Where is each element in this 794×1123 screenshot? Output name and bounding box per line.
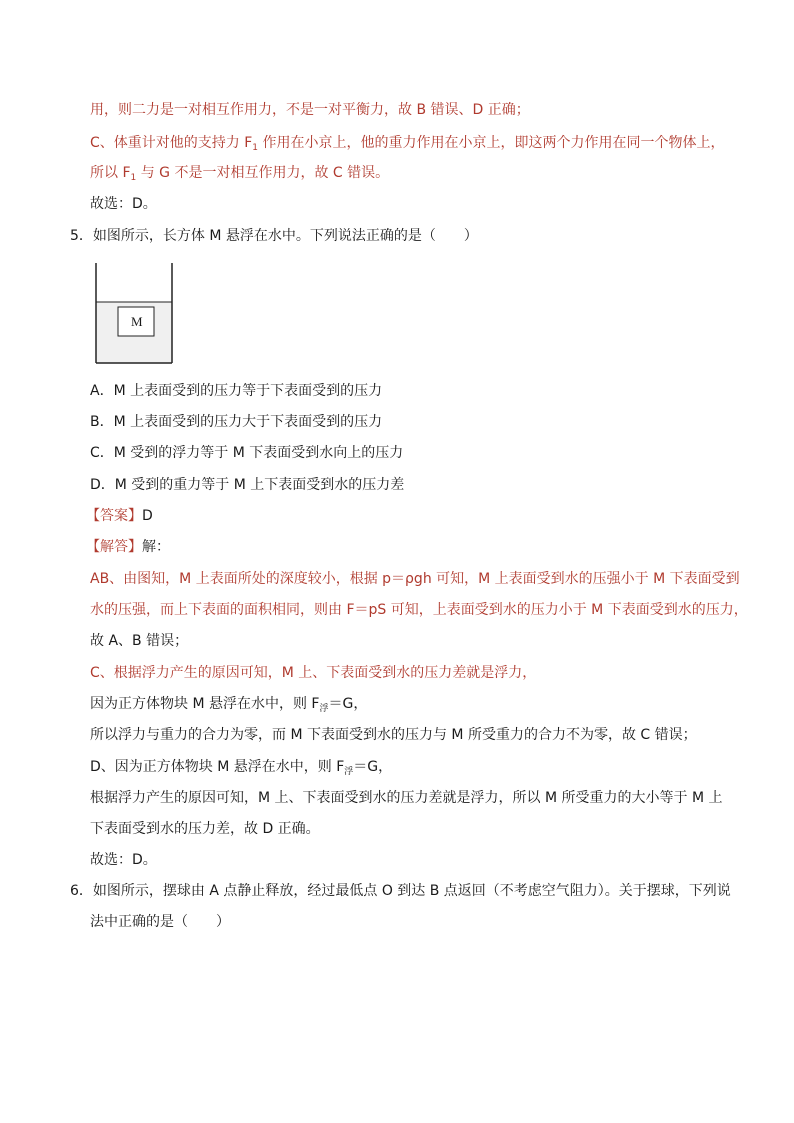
prev-solution-line-3 — [90, 163, 389, 188]
analysis-line-3: 故 A、B 错误； — [90, 633, 189, 649]
subscript: 浮 — [344, 767, 354, 777]
prev-solution-line-2-post: 作用在小京上，他的重力作用在小京上，即这两个力作用在同一个物体上， — [258, 135, 725, 151]
analysis-line-7 — [90, 757, 392, 782]
analysis-tag: 【解答】 — [86, 539, 142, 555]
analysis-line-7-post: ＝G， — [353, 759, 393, 775]
analysis-line-2: 水的压强，而上下表面的面积相同，则由 F＝pS 可知，上表面受到水的压力小于 M 下表面受到水的压力， — [90, 602, 748, 618]
analysis-header — [86, 537, 170, 557]
analysis-line-6: 所以浮力与重力的合力为零，而 M 下表面受到水的压力与 M 所受重力的合力不为零，故 C 错误； — [90, 727, 697, 743]
question-6-stem-line-1: 6．如图所示，摆球由 A 点静止释放，经过最低点 O 到达 B 点返回（不考虑空气阻力）。关于摆球，下列说 — [70, 883, 731, 899]
block-m-label: M — [131, 314, 143, 329]
question-5-stem: 5．如图所示，长方体 M 悬浮在水中。下列说法正确的是（ ） — [70, 228, 478, 244]
option-a: A．M 上表面受到的压力等于下表面受到的压力 — [90, 383, 383, 399]
option-d: D．M 受到的重力等于 M 上下表面受到水的压力差 — [90, 477, 405, 493]
prev-solution-line-2-pre: C、体重计对他的支持力 F — [90, 135, 253, 151]
answer-tag: 【答案】 — [86, 508, 142, 524]
answer-value: D — [142, 508, 153, 524]
subscript: 1 — [130, 173, 137, 183]
analysis-line-5 — [90, 694, 367, 719]
analysis-line-5-pre: 因为正方体物块 M 悬浮在水中，则 F — [90, 696, 320, 712]
option-c: C．M 受到的浮力等于 M 下表面受到水向上的压力 — [90, 445, 404, 461]
prev-solution-line-3-post: 与 G 不是一对相互作用力，故 C 错误。 — [136, 165, 390, 181]
analysis-line-7-pre: D、因为正方体物块 M 悬浮在水中，则 F — [90, 759, 345, 775]
prev-solution-conclusion: 故选：D。 — [90, 196, 157, 212]
analysis-line-1: AB、由图知，M 上表面所处的深度较小，根据 p＝ρgh 可知，M 上表面受到水的压强小于 M 下表面受到 — [90, 571, 740, 587]
answer-line — [86, 506, 153, 526]
option-b: B．M 上表面受到的压力大于下表面受到的压力 — [90, 414, 383, 430]
analysis-head: 解： — [142, 539, 170, 555]
prev-solution-line-3-pre: 所以 F — [90, 165, 131, 181]
subscript: 1 — [252, 143, 259, 153]
analysis-line-5-post: ＝G， — [328, 696, 368, 712]
analysis-conclusion: 故选：D。 — [90, 852, 157, 868]
analysis-line-8: 根据浮力产生的原因可知，M 上、下表面受到水的压力差就是浮力，所以 M 所受重力的大小等于 M 上 — [90, 790, 723, 806]
question-6-stem-line-2: 法中正确的是（ ） — [90, 914, 230, 930]
analysis-line-9: 下表面受到水的压力差，故 D 正确。 — [90, 821, 320, 837]
prev-solution-line-1: 用，则二力是一对相互作用力，不是一对平衡力，故 B 错误、D 正确； — [90, 102, 530, 118]
prev-solution-line-2 — [90, 133, 724, 158]
subscript: 浮 — [319, 704, 329, 714]
analysis-line-4: C、根据浮力产生的原因可知，M 上、下表面受到水的压力差就是浮力， — [90, 665, 537, 681]
